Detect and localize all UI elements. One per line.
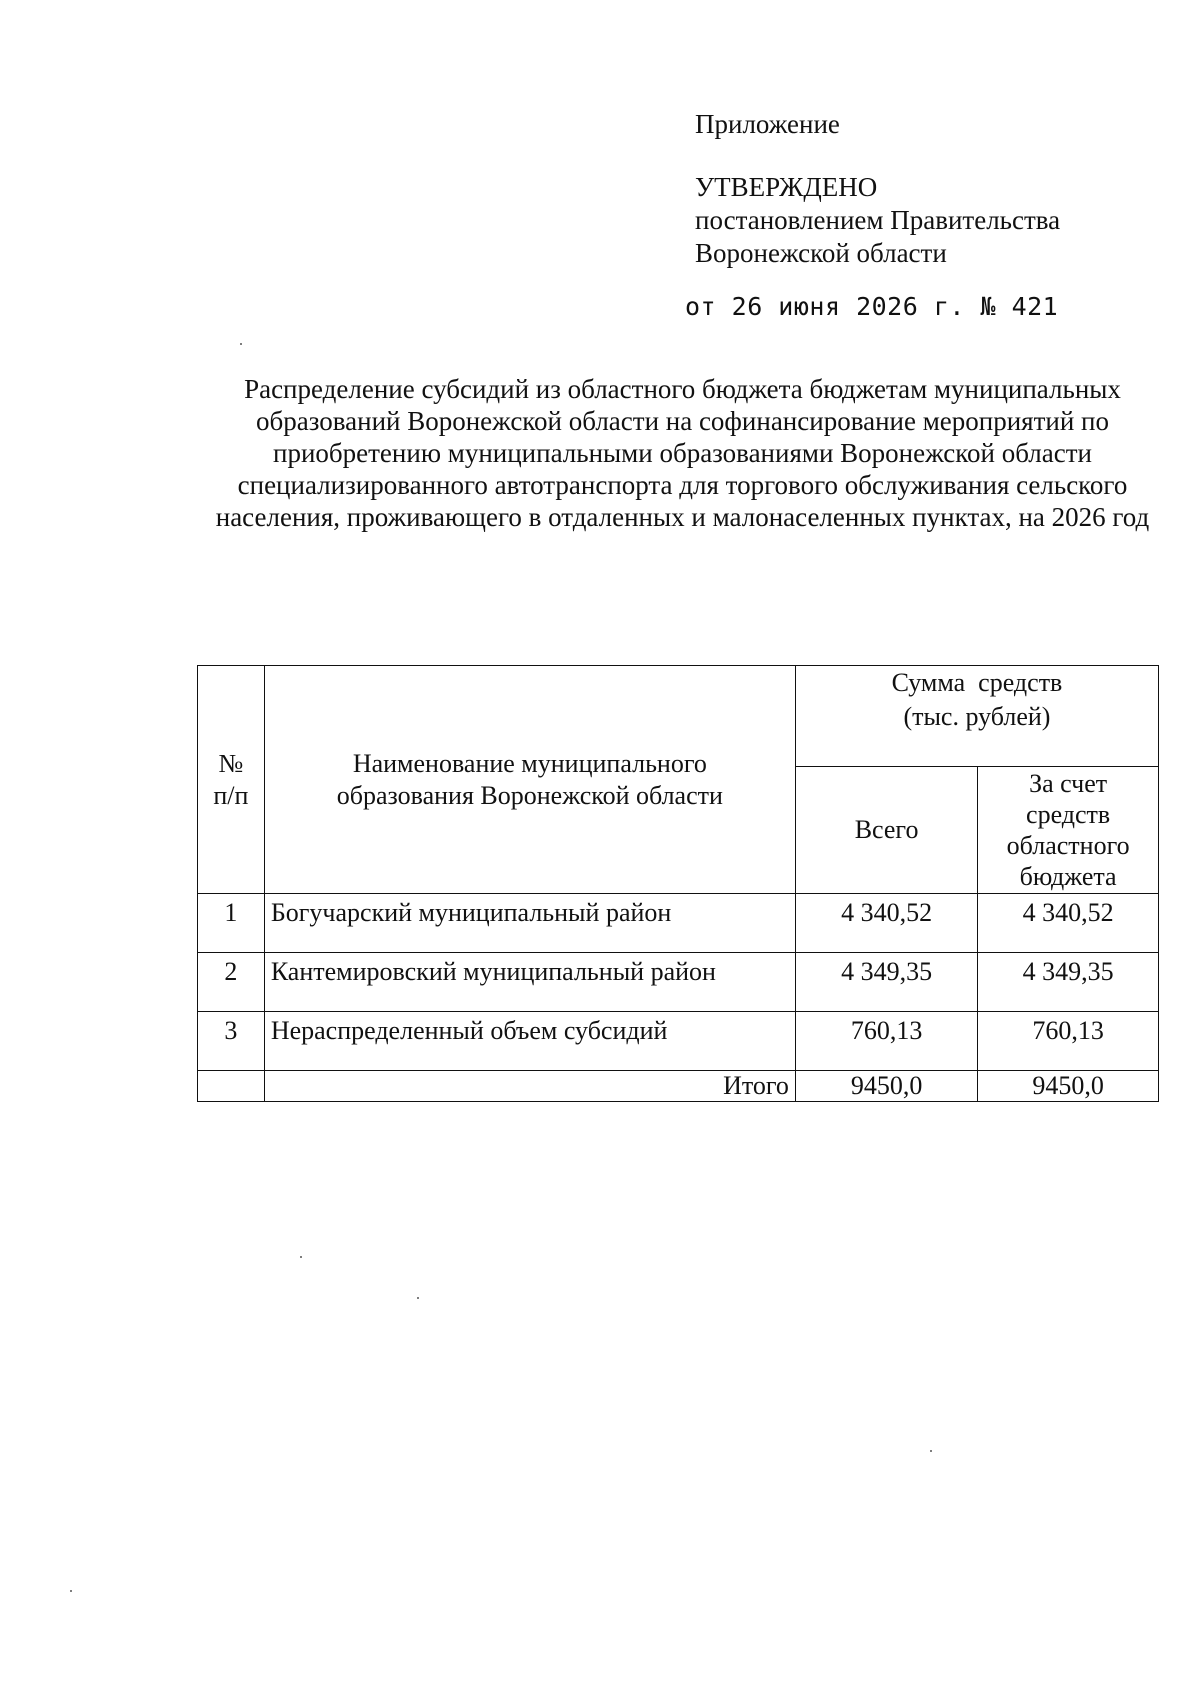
table-row (198, 1012, 1159, 1071)
header-num: № п/п (198, 666, 265, 894)
row-name: Нераспределенный объем субсидий (264, 1012, 795, 1071)
scan-speck (240, 343, 242, 345)
row-num: 2 (198, 953, 265, 1012)
row-name: Богучарский муниципальный район (264, 894, 795, 953)
scan-speck (300, 1256, 302, 1258)
summary-regional: 9450,0 (978, 1071, 1159, 1102)
row-regional: 4 340,52 (978, 894, 1159, 953)
approval-line-2: Воронежской области (695, 238, 947, 268)
approval-line-1: постановлением Правительства (695, 205, 1061, 235)
summary-num-empty (198, 1071, 265, 1102)
row-num: 1 (198, 894, 265, 953)
allocation-table (197, 665, 1159, 1102)
order-line: от 26 июня 2026 г. № 421 (685, 292, 1059, 321)
scan-speck (930, 1450, 932, 1452)
row-name: Кантемировский муниципальный район (264, 953, 795, 1012)
row-total: 4 349,35 (795, 953, 977, 1012)
table-row (198, 894, 1159, 953)
approval-block (695, 108, 1060, 270)
table-header-row (198, 666, 1159, 767)
summary-row (198, 1071, 1159, 1102)
appendix-label: Приложение (695, 109, 840, 139)
document-title: Распределение субсидий из областного бюджета бюджетам муниципальных образований Воронежской области на софинансирование мероприятий по приобретению муниципальными образованиями Воронежской области специализированного автотранспорта для торгового обслуживания сельского населения, проживающего в отдаленных и малонаселенных пунктах, на 2026 год (215, 374, 1150, 532)
header-total: Всего (795, 767, 977, 894)
approval-heading: УТВЕРЖДЕНО (695, 172, 878, 202)
summary-total: 9450,0 (795, 1071, 977, 1102)
row-total: 4 340,52 (795, 894, 977, 953)
row-regional: 760,13 (978, 1012, 1159, 1071)
scan-speck (70, 1590, 72, 1592)
header-regional: За счет средств областного бюджета (978, 767, 1159, 894)
header-sum: Сумма средств (тыс. рублей) (795, 666, 1158, 767)
row-total: 760,13 (795, 1012, 977, 1071)
row-regional: 4 349,35 (978, 953, 1159, 1012)
summary-label: Итого (264, 1071, 795, 1102)
table-row (198, 953, 1159, 1012)
scan-speck (417, 1297, 419, 1299)
row-num: 3 (198, 1012, 265, 1071)
header-name: Наименование муниципального образования Воронежской области (264, 666, 795, 894)
